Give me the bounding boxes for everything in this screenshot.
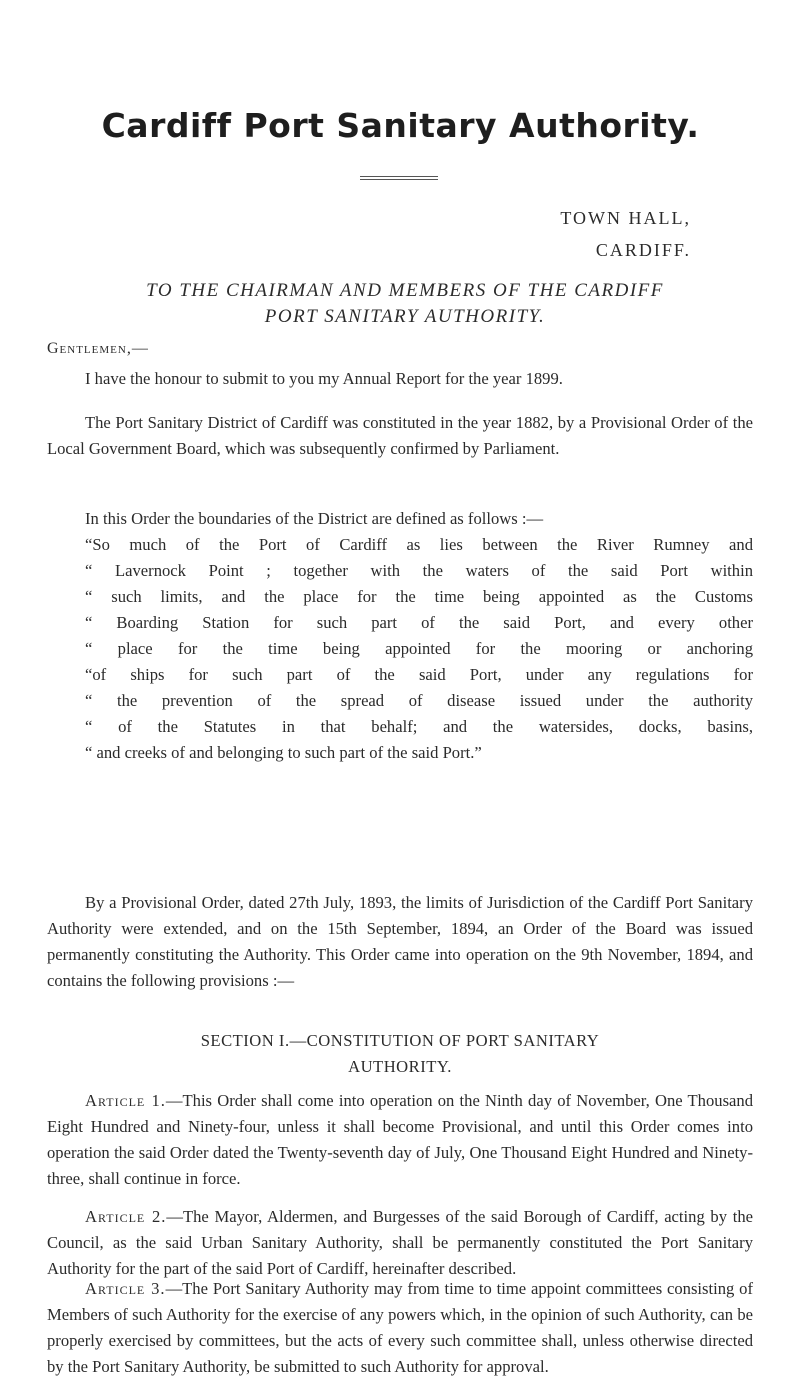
salutation: Gentlemen,— [47,340,149,357]
paragraph-provisional-order: By a Provisional Order, dated 27th July, 1893, the limits of Jurisdiction of the Cardiff Port Sanitary Authority were extended, and on the 15th September, 1894, an Order of the Board was issued permanently constituting the Authority. This Order came into operation on the 9th November, 1894, and contains the following provisions :— [47,893,753,990]
addressee-line-1: TO THE CHAIRMAN AND MEMBERS OF THE CARDIFF [146,280,664,301]
quote-line: “of ships for such part of the said Port, under any regulations for [85,665,753,684]
article-text: —This Order shall come into operation on the Ninth day of November, One Thousand Eight Hundred and Ninety-four, unless it shall become Provisional, and until this Order comes into operation the said Order dated the Twenty-seventh day of July, One Thousand Eight Hundred and Ninety-three, shall continue in force. [47,1091,753,1188]
section-heading [47,1028,753,1080]
page-title: Cardiff Port Sanitary Authority. [101,106,700,145]
quote-line: “ and creeks of and belonging to such part of the said Port.” [85,743,482,762]
article-2 [47,1204,753,1282]
paragraph-boundaries: In this Order the boundaries of the District are defined as follows :— [85,509,544,528]
article-text: —The Port Sanitary Authority may from time to time appoint committees consisting of Members of such Authority for the exercise of any powers which, in the opinion of such Authority, can be properly exercised by committees, but the acts of every such committee shall, unless otherwise directed by the Port Sanitary Authority, be submitted to such Authority for approval. [47,1279,753,1376]
quote-line: “ Boarding Station for such part of the said Port, and every other [85,613,753,632]
quote-line: “So much of the Port of Cardiff as lies between the River Rumney and [85,535,753,554]
quote-line: “ Lavernock Point ; together with the waters of the said Port within [85,561,753,580]
title-divider [360,176,438,180]
quote-line: “ such limits, and the place for the time being appointed as the Customs [85,587,753,606]
section-heading-line-1: SECTION I.—CONSTITUTION OF PORT SANITARY [200,1031,600,1050]
article-1 [47,1088,753,1192]
quote-line: “ of the Statutes in that behalf; and the watersides, docks, basins, [85,717,753,736]
article-3 [47,1276,753,1380]
addressee-line-2: PORT SANITARY AUTHORITY. [264,306,546,327]
paragraph-constitution: The Port Sanitary District of Cardiff was constituted in the year 1882, by a Provisional Order of the Local Government Board, which was subsequently confirmed by Parliament. [47,413,753,458]
section-heading-line-2: AUTHORITY. [348,1057,452,1076]
article-text: —The Mayor, Aldermen, and Burgesses of the said Borough of Cardiff, acting by the Council, as the said Urban Sanitary Authority, shall be permanently constituted the Port Sanitary Authority for the part of the said Port of Cardiff, hereinafter described. [47,1207,753,1278]
article-label: Article 1. [85,1091,166,1110]
article-label: Article 3. [85,1279,166,1298]
article-label: Article 2. [85,1207,167,1226]
addressee-heading [60,278,750,330]
address-line-1: TOWN HALL, [560,208,691,228]
quote-line: “ the prevention of the spread of disease issued under the authority [85,691,753,710]
paragraph-intro: I have the honour to submit to you my Annual Report for the year 1899. [85,369,563,388]
boundary-quote [85,532,753,766]
address-line-2: CARDIFF. [595,240,691,260]
quote-line: “ place for the time being appointed for the mooring or anchoring [85,639,753,658]
